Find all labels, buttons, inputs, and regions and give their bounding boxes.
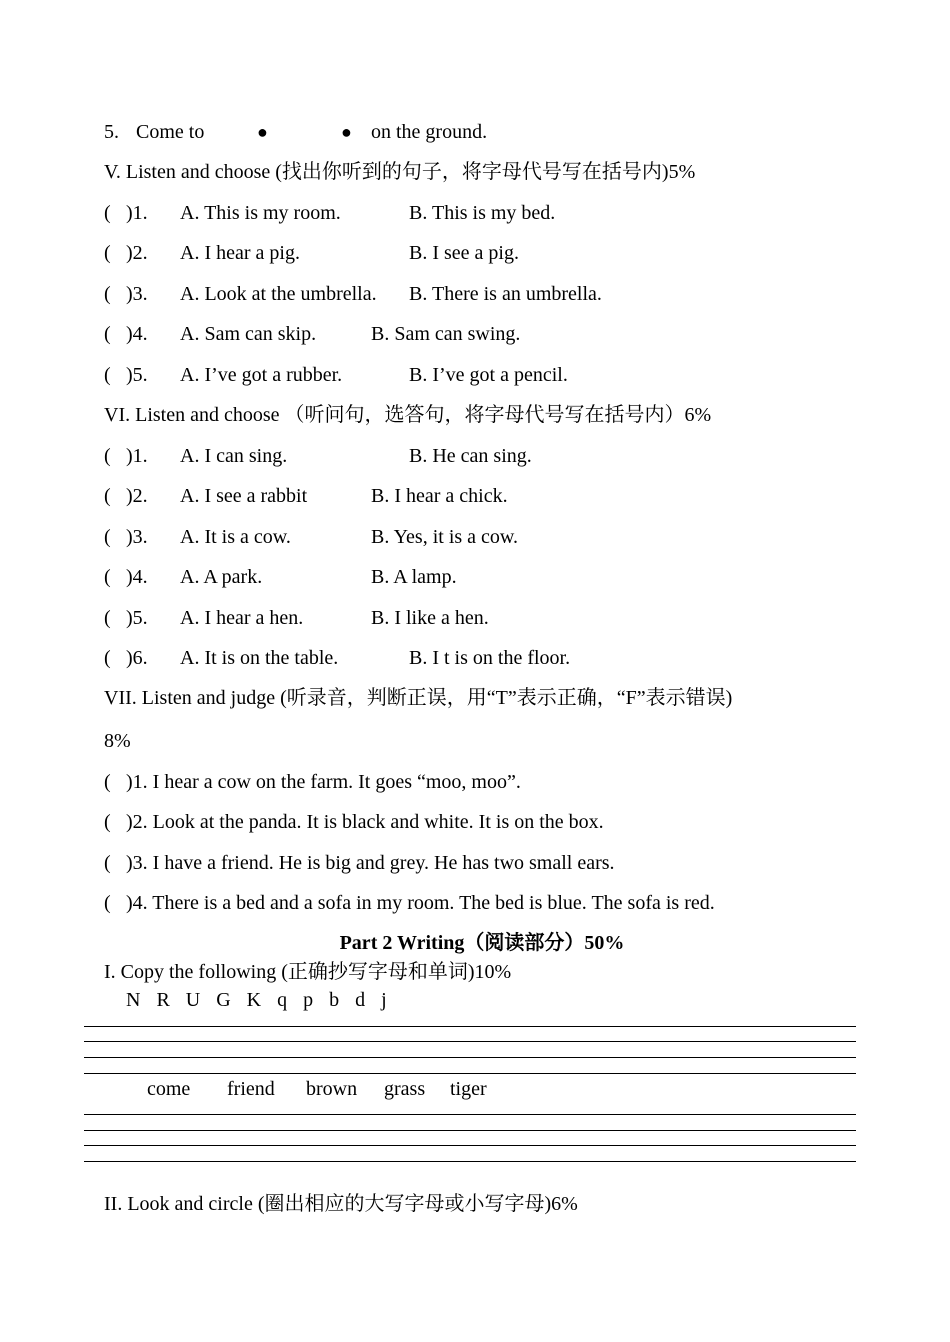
judge-row [0, 891, 950, 915]
option-b: B. There is an umbrella. [409, 283, 602, 305]
item5-text-end: on the ground. [371, 121, 488, 143]
answer-bracket: ( [104, 202, 111, 224]
item5-text-start: Come to [136, 121, 205, 143]
question-row [0, 646, 950, 670]
option-b: B. A lamp. [371, 566, 457, 588]
option-b: B. He can sing. [409, 445, 532, 467]
answer-bracket: ( [104, 485, 111, 507]
judge-statement: )2. Look at the panda. It is black and white. It is on the box. [126, 811, 604, 833]
answer-bracket: ( [104, 607, 111, 629]
question-row [0, 201, 950, 225]
option-a: A. Sam can skip. [180, 323, 317, 345]
option-a: A. I hear a hen. [180, 607, 304, 629]
copy-word: come [147, 1078, 191, 1100]
judge-statement: )3. I have a friend. He is big and grey. He has two small ears. [126, 852, 615, 874]
copy-word: tiger [450, 1078, 487, 1100]
question-row [0, 241, 950, 265]
question-number: )2. [126, 242, 148, 264]
writing-line [84, 1041, 856, 1042]
answer-bracket: ( [104, 566, 111, 588]
option-a: A. I’ve got a rubber. [180, 364, 343, 386]
answer-bracket: ( [104, 323, 111, 345]
option-a: A. This is my room. [180, 202, 341, 224]
writing-line [84, 1130, 856, 1131]
answer-bracket: ( [104, 364, 111, 386]
option-a: A. Look at the umbrella. [180, 283, 377, 305]
section-vii-percent: 8% [104, 730, 131, 752]
option-b: B. I’ve got a pencil. [409, 364, 568, 386]
option-a: A. It is on the table. [180, 647, 339, 669]
option-b: B. This is my bed. [409, 202, 556, 224]
answer-bracket: ( [104, 283, 111, 305]
section-v-title: V. Listen and choose (找出你听到的句子，将字母代号写在括号内)5% [104, 161, 696, 183]
judge-row [0, 770, 950, 794]
writing-line [84, 1161, 856, 1162]
item5-number: 5. [104, 121, 119, 143]
answer-bracket: ( [104, 242, 111, 264]
answer-bracket: ( [104, 852, 111, 874]
copy-letters: N R U G K q p b d j [126, 989, 387, 1011]
section-vii-title: VII. Listen and judge (听录音，判断正误，用“T”表示正确，“F”表示错误) [104, 687, 733, 709]
section-vi-title: VI. Listen and choose （听问句，选答句，将字母代号写在括号内）6% [104, 404, 712, 426]
question-number: )3. [126, 283, 148, 305]
option-b: B. I t is on the floor. [409, 647, 571, 669]
answer-bracket: ( [104, 811, 111, 833]
copy-word: friend [227, 1078, 275, 1100]
answer-bracket: ( [104, 892, 111, 914]
question-number: )5. [126, 607, 148, 629]
question-number: )4. [126, 566, 148, 588]
judge-statement: )1. I hear a cow on the farm. It goes “moo, moo”. [126, 771, 521, 793]
section-i-title: I. Copy the following (正确抄写字母和单词)10% [104, 961, 512, 983]
part2-heading: Part 2 Writing（阅读部分）50% [339, 932, 625, 954]
option-a: A. I hear a pig. [180, 242, 300, 264]
copy-word: brown [306, 1078, 358, 1100]
option-a: A. A park. [180, 566, 263, 588]
question-row [0, 606, 950, 630]
section-ii-title: II. Look and circle (圈出相应的大写字母或小写字母)6% [104, 1193, 578, 1215]
writing-line [84, 1145, 856, 1146]
writing-line [84, 1073, 856, 1074]
writing-line [84, 1114, 856, 1115]
question-number: )3. [126, 526, 148, 548]
question-number: )4. [126, 323, 148, 345]
question-number: )1. [126, 445, 148, 467]
option-b: B. Yes, it is a cow. [371, 526, 519, 548]
answer-bracket: ( [104, 445, 111, 467]
writing-line [84, 1057, 856, 1058]
option-a: A. I see a rabbit [180, 485, 308, 507]
question-row [0, 363, 950, 387]
question-row [0, 282, 950, 306]
question-number: )5. [126, 364, 148, 386]
question-row [0, 484, 950, 508]
question-number: )2. [126, 485, 148, 507]
option-b: B. I hear a chick. [371, 485, 508, 507]
question-number: )6. [126, 647, 148, 669]
option-b: B. Sam can swing. [371, 323, 521, 345]
option-a: A. I can sing. [180, 445, 288, 467]
answer-bracket: ( [104, 526, 111, 548]
option-b: B. I see a pig. [409, 242, 519, 264]
option-a: A. It is a cow. [180, 526, 291, 548]
writing-line [84, 1026, 856, 1027]
answer-bracket: ( [104, 771, 111, 793]
question-row [0, 444, 950, 468]
answer-bracket: ( [104, 647, 111, 669]
option-b: B. I like a hen. [371, 607, 489, 629]
question-number: )1. [126, 202, 148, 224]
question-row [0, 525, 950, 549]
bullet-icon: ● [257, 122, 268, 142]
judge-row [0, 810, 950, 834]
question-row [0, 565, 950, 589]
bullet-icon: ● [341, 122, 352, 142]
copy-word: grass [384, 1078, 426, 1100]
question-row [0, 322, 950, 346]
judge-row [0, 851, 950, 875]
judge-statement: )4. There is a bed and a sofa in my room. The bed is blue. The sofa is red. [126, 892, 715, 914]
